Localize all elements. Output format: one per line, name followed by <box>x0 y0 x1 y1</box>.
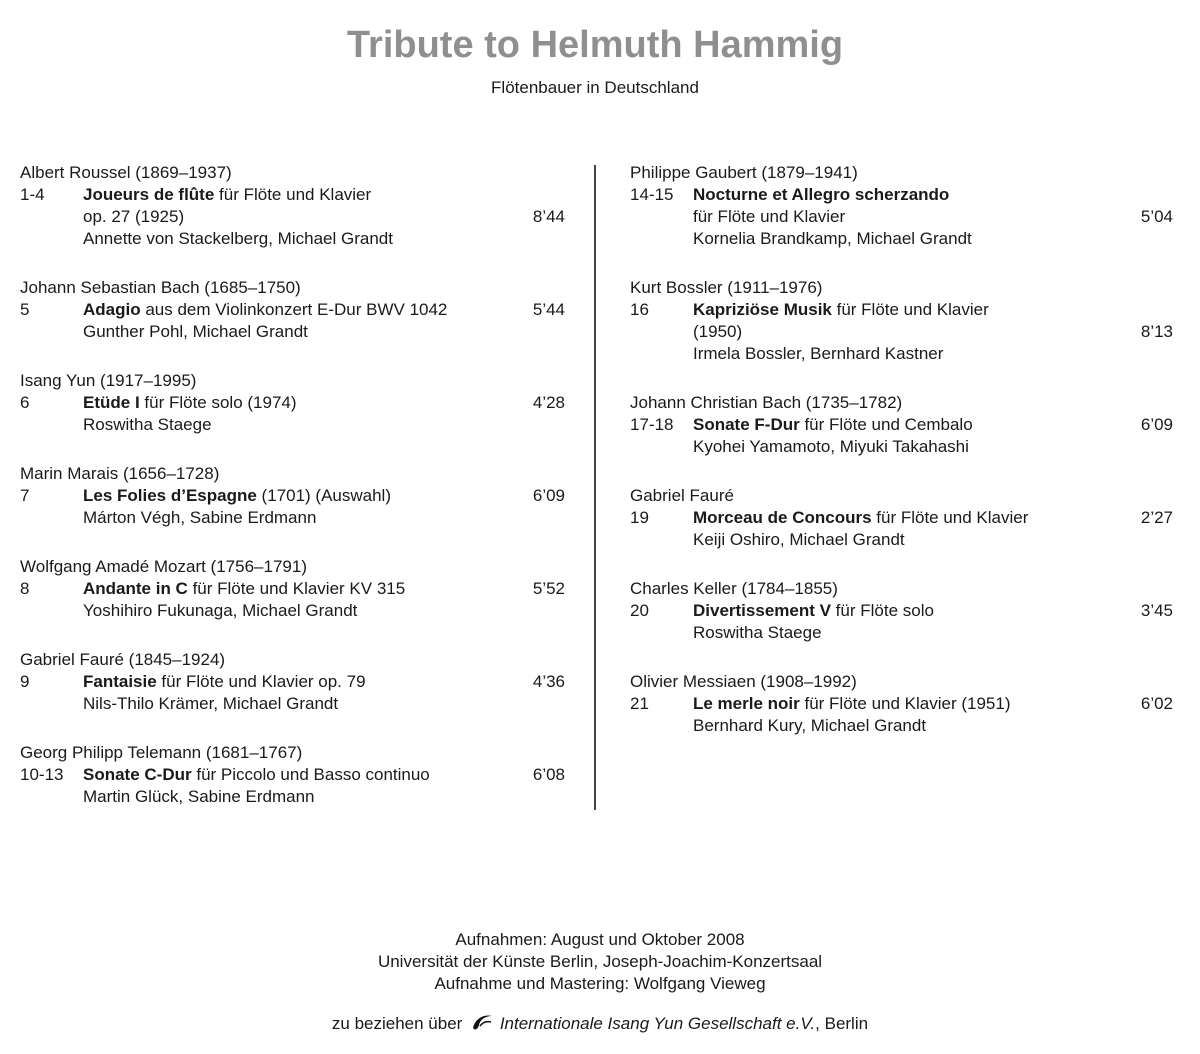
track-entry <box>630 392 1173 458</box>
track-duration: 8’44 <box>532 207 565 226</box>
track-entry <box>630 162 1173 250</box>
work-title-main: Le merle noir <box>693 694 800 713</box>
track-entry <box>20 742 565 808</box>
track-number: 9 <box>20 672 30 691</box>
track-detail-line <box>20 228 565 250</box>
track-number: 20 <box>630 601 649 620</box>
track-title-line <box>630 299 1173 321</box>
composer-name: Charles Keller (1784–1855) <box>630 579 838 598</box>
work-title-main: Sonate F-Dur <box>693 415 800 434</box>
track-number: 21 <box>630 694 649 713</box>
track-detail-line <box>20 600 565 622</box>
track-title-line <box>20 184 565 206</box>
composer-name: Marin Marais (1656–1728) <box>20 464 220 483</box>
composer-name: Wolfgang Amadé Mozart (1756–1791) <box>20 557 307 576</box>
work-title-continued: op. 27 (1925) <box>83 207 185 226</box>
performers: Roswitha Staege <box>83 415 212 434</box>
track-title-line <box>20 485 565 507</box>
track-number: 8 <box>20 579 30 598</box>
track-duration: 5’04 <box>1140 207 1173 226</box>
track-duration: 6’09 <box>532 486 565 505</box>
work-title-detail: für Flöte und Klavier op. 79 <box>156 672 366 691</box>
track-title-line <box>20 578 565 600</box>
track-entry <box>630 671 1173 737</box>
performers: Irmela Bossler, Bernhard Kastner <box>693 344 944 363</box>
track-entry <box>20 556 565 622</box>
work-title-main: Joueurs de flûte <box>83 185 215 204</box>
track-duration: 3’45 <box>1140 601 1173 620</box>
work-title-main: Divertissement V <box>693 601 831 620</box>
work-title-detail: aus dem Violinkonzert E-Dur BWV 1042 <box>140 300 448 319</box>
performers: Martin Glück, Sabine Erdmann <box>83 787 315 806</box>
footer-mastering: Aufnahme und Mastering: Wolfgang Vieweg <box>434 974 766 993</box>
track-title-line <box>630 414 1173 436</box>
performers: Gunther Pohl, Michael Grandt <box>83 322 308 341</box>
work-title-main: Etüde I <box>83 393 140 412</box>
track-detail-line <box>20 321 565 343</box>
track-title-line <box>20 392 565 414</box>
track-title-line <box>20 764 565 786</box>
track-entry <box>20 463 565 529</box>
work-title-main: Fantaisie <box>83 672 157 691</box>
track-entry <box>630 578 1173 644</box>
work-title-main: Adagio <box>83 300 141 319</box>
track-detail-line <box>20 693 565 715</box>
track-title-line <box>20 671 565 693</box>
work-title <box>83 184 371 206</box>
track-detail-line <box>630 529 1173 551</box>
work-title-main: Kapriziöse Musik <box>693 300 832 319</box>
distributor-city: , Berlin <box>815 1014 869 1033</box>
work-title <box>693 184 949 206</box>
track-detail-line <box>630 343 1173 365</box>
track-entry <box>20 162 565 250</box>
distributor-prefix: zu beziehen über <box>331 1014 463 1033</box>
composer-name: Johann Sebastian Bach (1685–1750) <box>20 278 301 297</box>
album-title: Tribute to Helmuth Hammig <box>346 24 844 66</box>
track-title-line <box>20 299 565 321</box>
track-duration: 8’13 <box>1140 322 1173 341</box>
work-title-detail: für Flöte und Klavier <box>871 508 1029 527</box>
album-subtitle: Flötenbauer in Deutschland <box>491 78 699 97</box>
footer-venue: Universität der Künste Berlin, Joseph-Joachim-Konzertsaal <box>377 952 823 971</box>
composer-name: Johann Christian Bach (1735–1782) <box>630 393 903 412</box>
work-title-main: Les Folies d’Espagne <box>83 486 257 505</box>
composer-name: Gabriel Fauré (1845–1924) <box>20 650 226 669</box>
track-detail-line <box>20 507 565 529</box>
track-title-line <box>630 184 1173 206</box>
work-title <box>693 693 1010 715</box>
track-detail-line <box>630 321 1173 343</box>
work-title-main: Andante in C <box>83 579 188 598</box>
tracklist-left-column <box>20 162 565 835</box>
track-detail-line <box>630 228 1173 250</box>
work-title <box>83 578 405 600</box>
work-title <box>83 299 447 321</box>
track-number: 5 <box>20 300 30 319</box>
track-number: 1-4 <box>20 185 45 204</box>
track-number: 16 <box>630 300 649 319</box>
work-title <box>693 600 934 622</box>
composer-name: Philippe Gaubert (1879–1941) <box>630 163 858 182</box>
track-title-line <box>630 693 1173 715</box>
track-entry <box>20 370 565 436</box>
track-entry <box>630 277 1173 365</box>
column-divider <box>594 165 596 810</box>
track-title-line <box>630 507 1173 529</box>
track-duration: 6’09 <box>1140 415 1173 434</box>
track-number: 14-15 <box>630 185 674 204</box>
composer-name: Albert Roussel (1869–1937) <box>20 163 232 182</box>
work-title-detail: für Flöte und Klavier KV 315 <box>187 579 406 598</box>
work-title-continued: für Flöte und Klavier <box>693 207 846 226</box>
track-number: 10-13 <box>20 765 64 784</box>
tracklist-right-column <box>630 162 1173 764</box>
track-detail-line <box>630 622 1173 644</box>
track-detail-line <box>630 715 1173 737</box>
performers: Nils-Thilo Krämer, Michael Grandt <box>83 694 339 713</box>
work-title-main: Nocturne et Allegro scherzando <box>693 185 950 204</box>
performers: Keiji Oshiro, Michael Grandt <box>693 530 905 549</box>
track-number: 7 <box>20 486 30 505</box>
distributor-organization: Internationale Isang Yun Gesellschaft e.V. <box>499 1014 816 1033</box>
track-detail-line <box>630 206 1173 228</box>
footer-distributor <box>0 1013 1200 1034</box>
performers: Yoshihiro Fukunaga, Michael Grandt <box>83 601 358 620</box>
work-title <box>83 764 430 786</box>
performers: Kyohei Yamamoto, Miyuki Takahashi <box>693 437 969 456</box>
track-detail-line <box>20 206 565 228</box>
track-number: 19 <box>630 508 649 527</box>
track-number: 17-18 <box>630 415 674 434</box>
track-entry <box>20 649 565 715</box>
work-title-detail: für Piccolo und Basso continuo <box>191 765 430 784</box>
track-entry <box>630 485 1173 551</box>
performers: Annette von Stackelberg, Michael Grandt <box>83 229 393 248</box>
track-duration: 4’36 <box>532 672 565 691</box>
composer-name: Kurt Bossler (1911–1976) <box>630 278 823 297</box>
track-title-line <box>630 600 1173 622</box>
work-title-detail: für Flöte und Klavier <box>831 300 989 319</box>
track-duration: 5’44 <box>532 300 565 319</box>
work-title-detail: für Flöte solo (1974) <box>139 393 297 412</box>
composer-name: Gabriel Fauré <box>630 486 734 505</box>
yun-society-logo-icon <box>471 1013 493 1033</box>
work-title <box>83 485 391 507</box>
work-title <box>693 299 989 321</box>
work-title-main: Morceau de Concours <box>693 508 872 527</box>
work-title-detail: für Flöte und Klavier (1951) <box>799 694 1011 713</box>
composer-name: Isang Yun (1917–1995) <box>20 371 197 390</box>
track-duration: 6’08 <box>532 765 565 784</box>
work-title-detail: für Flöte solo <box>830 601 934 620</box>
track-number: 6 <box>20 393 30 412</box>
work-title-detail: (1701) (Auswahl) <box>256 486 391 505</box>
work-title <box>83 392 297 414</box>
track-detail-line <box>630 436 1173 458</box>
footer-recording-dates: Aufnahmen: August und Oktober 2008 <box>455 930 745 949</box>
track-duration: 5’52 <box>532 579 565 598</box>
performers: Márton Végh, Sabine Erdmann <box>83 508 317 527</box>
performers: Kornelia Brandkamp, Michael Grandt <box>693 229 972 248</box>
work-title-detail: für Flöte und Klavier <box>214 185 372 204</box>
track-duration: 6’02 <box>1140 694 1173 713</box>
work-title-detail: für Flöte und Cembalo <box>799 415 973 434</box>
track-entry <box>20 277 565 343</box>
work-title <box>693 414 973 436</box>
composer-name: Olivier Messiaen (1908–1992) <box>630 672 857 691</box>
work-title <box>83 671 366 693</box>
track-detail-line <box>20 414 565 436</box>
composer-name: Georg Philipp Telemann (1681–1767) <box>20 743 303 762</box>
work-title <box>693 507 1028 529</box>
track-duration: 4’28 <box>532 393 565 412</box>
track-detail-line <box>20 786 565 808</box>
performers: Bernhard Kury, Michael Grandt <box>693 716 927 735</box>
track-duration: 2’27 <box>1140 508 1173 527</box>
work-title-continued: (1950) <box>693 322 743 341</box>
performers: Roswitha Staege <box>693 623 822 642</box>
work-title-main: Sonate C-Dur <box>83 765 192 784</box>
